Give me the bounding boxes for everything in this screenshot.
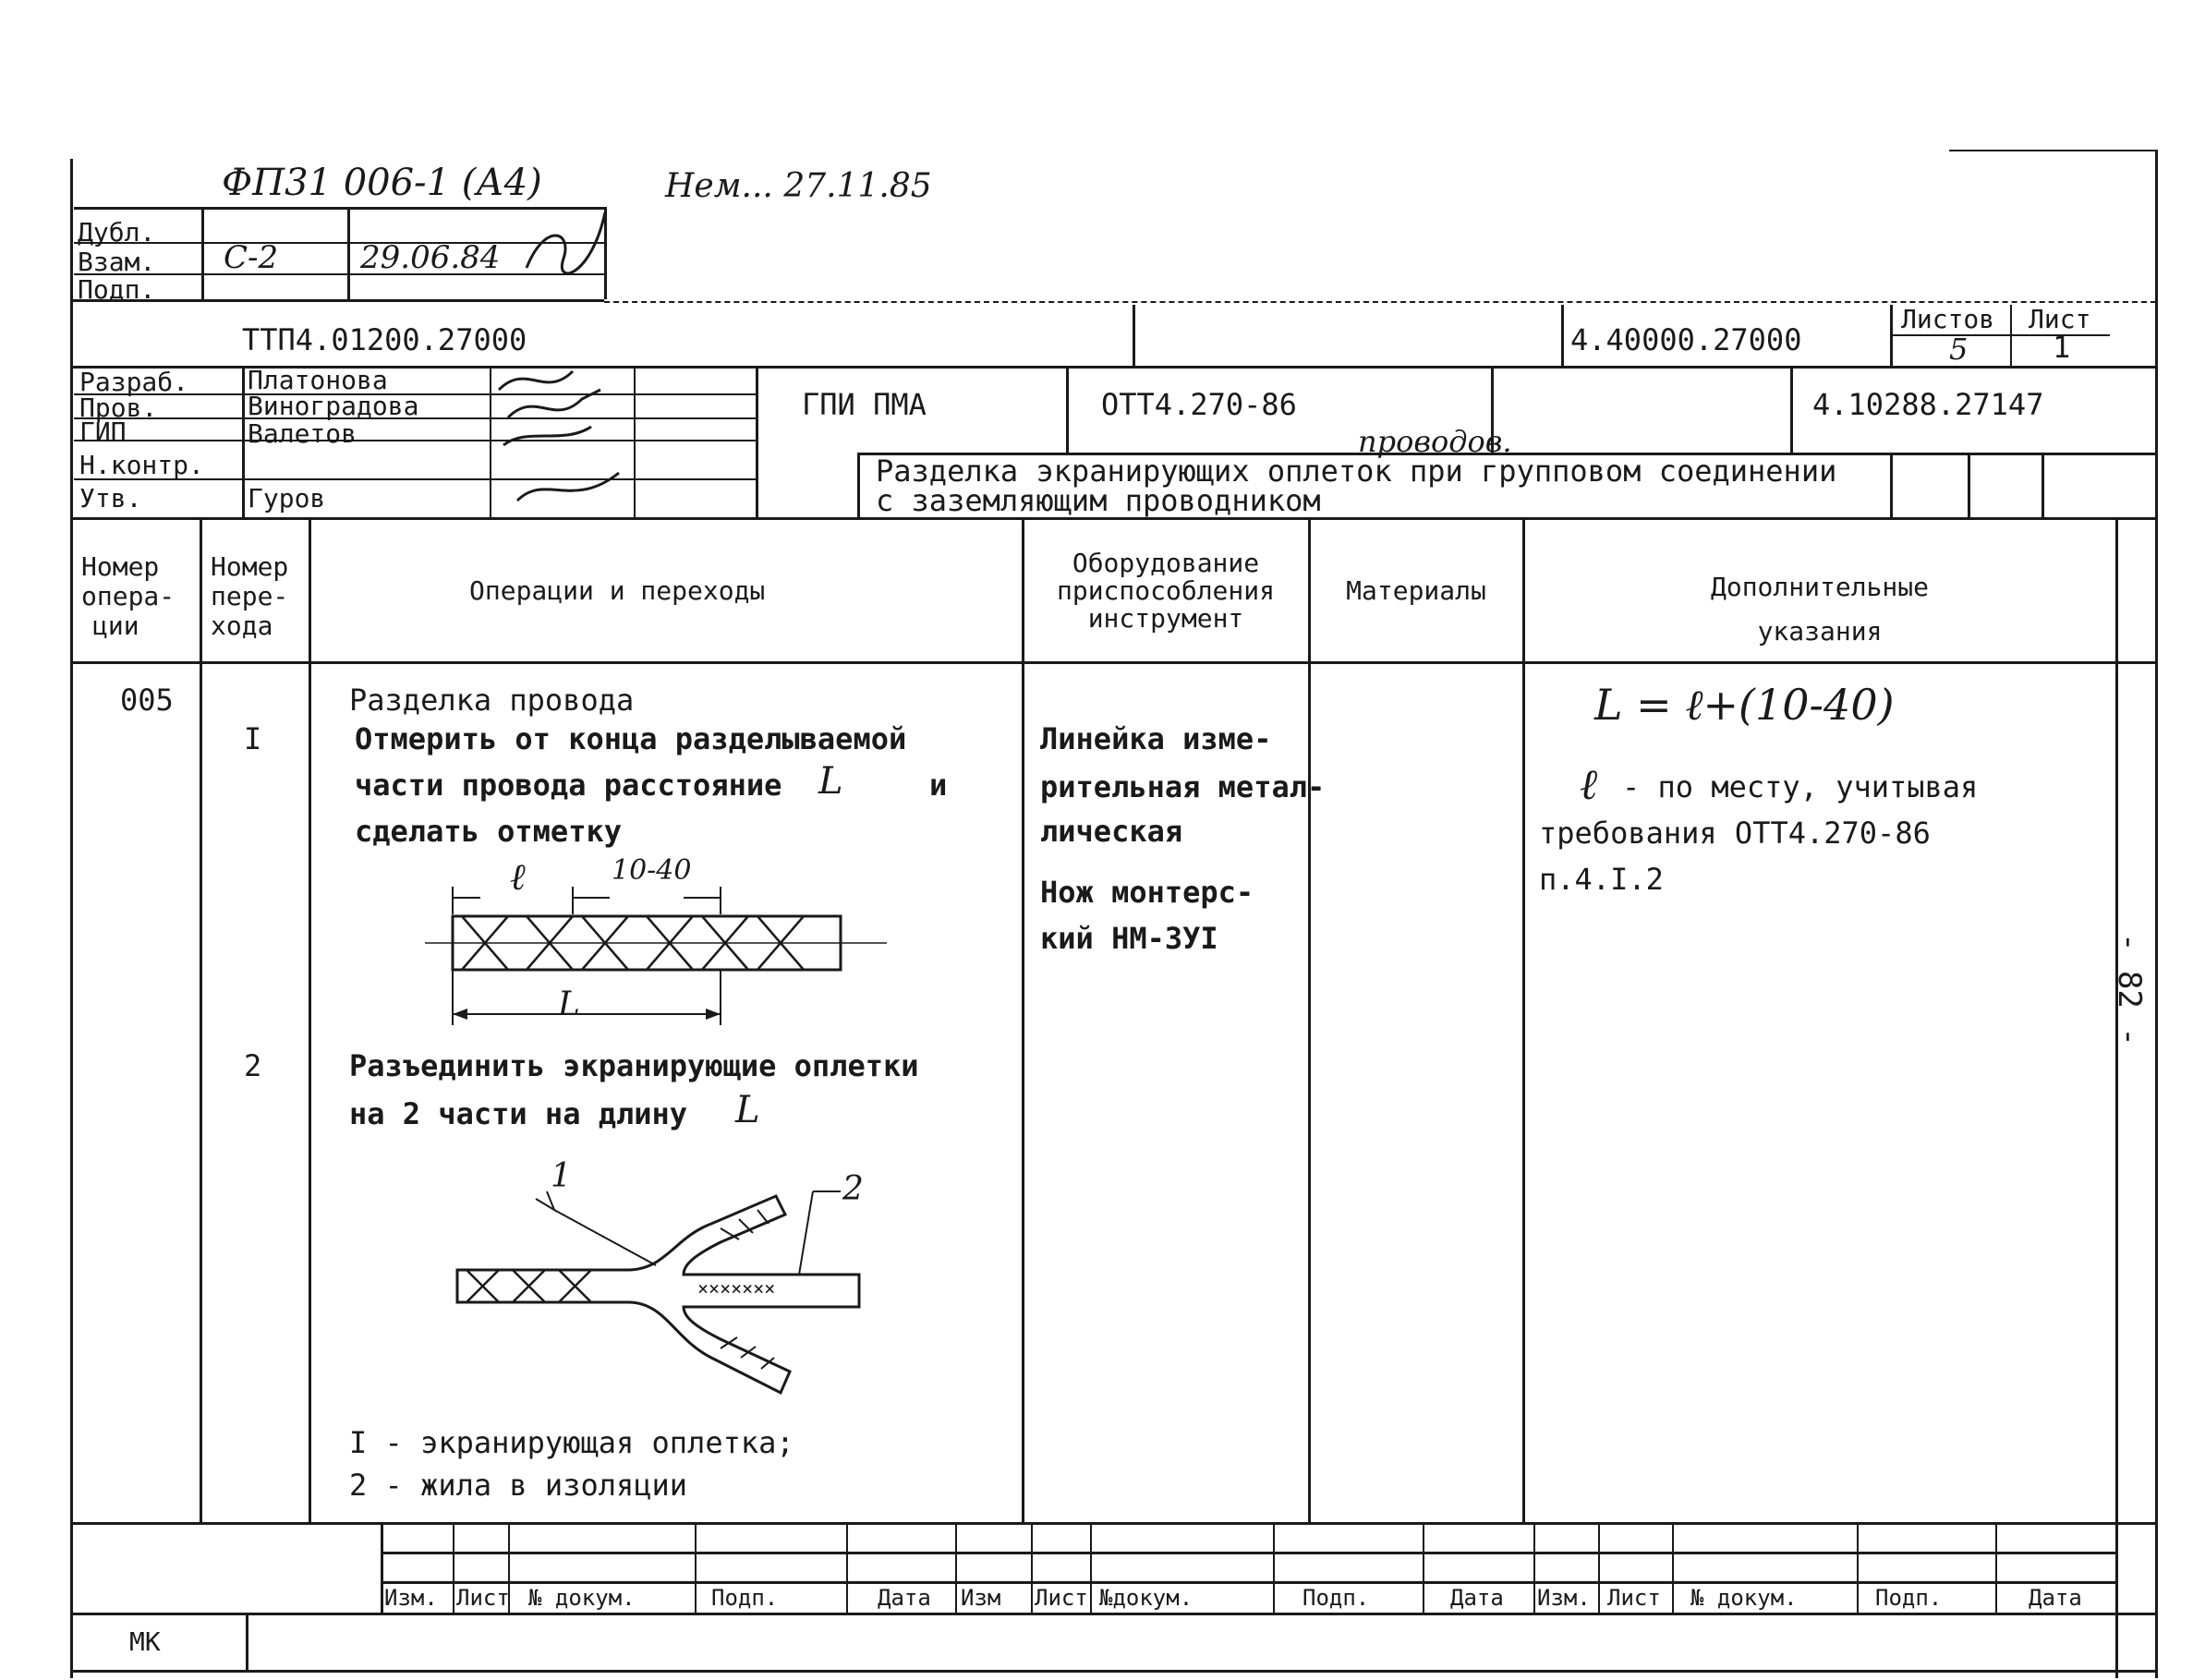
- stamp-label-podp: Подп.: [78, 274, 156, 305]
- changes-label-12: Лист: [1607, 1585, 1661, 1611]
- col-trans-num-3: хода: [211, 610, 273, 641]
- step1-line2: части провода расстояние: [355, 767, 782, 803]
- equipment-line5: кий НМ-3УI: [1040, 921, 1218, 956]
- col-op-num-2: опера-: [81, 581, 176, 611]
- changes-label-2: Лист: [456, 1585, 510, 1611]
- col-trans-num-2: пере-: [211, 581, 289, 611]
- step1-line1: Отмерить от конца разделываемой: [355, 721, 907, 756]
- col-operations: Операции и переходы: [469, 575, 766, 606]
- changes-label-11: Изм.: [1537, 1585, 1591, 1611]
- equipment-line1: Линейка изме-: [1040, 721, 1272, 756]
- handwritten-form-code: ФП31 006-1 (А4): [222, 162, 542, 204]
- step1-line3: сделать отметку: [355, 814, 622, 849]
- step2-variable-L: L: [735, 1089, 760, 1131]
- signatures-scribble: [490, 362, 637, 519]
- changes-label-9: Подп.: [1302, 1585, 1370, 1611]
- step1-and: и: [929, 767, 948, 803]
- sheet-label: Лист: [2029, 304, 2091, 334]
- changes-label-10: Дата: [1450, 1585, 1504, 1611]
- role-approved: Утв.: [79, 483, 142, 514]
- stamp-label-dubl: Дубл.: [78, 217, 156, 248]
- equipment-line2: рительная метал-: [1040, 769, 1326, 804]
- stamp-label-vzam: Взам.: [78, 247, 156, 277]
- name-developer: Платонова: [248, 365, 388, 395]
- step2-number: 2: [244, 1048, 262, 1083]
- figure-braided-wire-measure: [425, 854, 905, 1044]
- form-mark: МК: [129, 1626, 161, 1657]
- legend-line1: I - экранирующая оплетка;: [349, 1425, 794, 1460]
- standard-ref: ОТТ4.270-86: [1101, 387, 1297, 422]
- organization: ГПИ ПМА: [802, 387, 927, 422]
- col-divider-1: [200, 517, 202, 1524]
- col-divider-5: [1522, 517, 1525, 1524]
- col-op-num-1: Номер: [81, 551, 160, 582]
- col-divider-4: [1308, 517, 1311, 1524]
- step1-number: I: [244, 721, 262, 756]
- col-equipment-2: приспособления: [1056, 575, 1275, 606]
- note-line3: п.4.I.2: [1539, 862, 1664, 897]
- note-line2: требования ОТТ4.270-86: [1539, 816, 1931, 851]
- col-op-num-3: ции: [92, 610, 139, 641]
- changes-label-7: Лист: [1035, 1585, 1088, 1611]
- document-title-line2: с заземляющим проводником: [876, 483, 1321, 518]
- frame-right: [2155, 150, 2158, 1678]
- frame-left: [70, 159, 73, 1678]
- sheet-value: 1: [2053, 330, 2071, 365]
- operation-number: 005: [120, 683, 174, 718]
- changes-label-13: № докум.: [1690, 1585, 1798, 1611]
- fig2-label-2: 2: [842, 1170, 864, 1208]
- name-chief-engineer: Валетов: [248, 418, 357, 449]
- fig1-label-l: ℓ: [510, 856, 526, 899]
- handwritten-signature: Нем... 27.11.85: [665, 167, 932, 205]
- stamp-signature-scribble: [517, 203, 610, 296]
- operation-title: Разделка провода: [349, 683, 635, 718]
- col-materials: Материалы: [1346, 575, 1486, 606]
- margin-page-number: - 82 -: [2111, 933, 2148, 1046]
- document-title-line1: Разделка экранирующих оплеток при групповом соединении: [876, 453, 1837, 489]
- col-divider-3: [1022, 517, 1024, 1524]
- changes-label-6: Изм: [961, 1585, 1001, 1611]
- svg-text:×××××××: ×××××××: [697, 1277, 776, 1299]
- role-norm-control: Н.контр.: [79, 450, 204, 480]
- fig1-label-L: L: [558, 985, 580, 1023]
- equipment-line4: Нож монтерс-: [1040, 875, 1254, 910]
- doc-code-right: 4.40000.27000: [1570, 322, 1802, 357]
- changes-label-14: Подп.: [1875, 1585, 1943, 1611]
- sheets-label: Листов: [1901, 304, 1995, 334]
- equipment-line3: лическая: [1040, 814, 1183, 849]
- formula: L = ℓ+(10-40): [1594, 680, 1895, 730]
- role-checker: Пров.: [79, 393, 158, 423]
- frame-top-right: [1949, 150, 2155, 151]
- title-insert-handwritten: проводов.: [1358, 424, 1512, 459]
- col-notes-2: указания: [1757, 616, 1883, 647]
- col-equipment-1: Оборудование: [1072, 548, 1260, 578]
- role-chief-engineer: ГИП: [79, 417, 127, 447]
- changes-label-5: Дата: [878, 1585, 931, 1611]
- stamp-value-date: 29.06.84: [360, 239, 501, 276]
- document-number: 4.10288.27147: [1812, 387, 2044, 422]
- col-equipment-3: инструмент: [1087, 603, 1244, 634]
- step2-line1: Разъединить экранирующие оплетки: [349, 1048, 919, 1083]
- legend-line2: 2 - жила в изоляции: [349, 1468, 688, 1503]
- changes-label-3: № докум.: [528, 1585, 636, 1611]
- role-developer: Разраб.: [79, 367, 189, 397]
- col-trans-num-1: Номер: [211, 551, 289, 582]
- col-divider-2: [309, 517, 311, 1524]
- step1-variable-L: L: [818, 760, 843, 803]
- changes-label-1: Изм.: [384, 1585, 438, 1611]
- fig2-label-1: 1: [551, 1157, 572, 1195]
- figure-split-braid: [443, 1154, 887, 1395]
- stamp-value-vzam: С-2: [224, 239, 279, 276]
- changes-label-8: №докум.: [1099, 1585, 1193, 1611]
- col-notes-1: Дополнительные: [1710, 572, 1929, 602]
- note-l-symbol: ℓ: [1580, 759, 1598, 809]
- sheets-value: 5: [1949, 332, 1969, 367]
- name-approved: Гуров: [248, 483, 326, 514]
- doc-code-left: ТТП4.01200.27000: [242, 322, 527, 357]
- note-line1: - по месту, учитывая: [1622, 769, 1979, 804]
- fig1-label-range: 10-40: [612, 854, 692, 887]
- step2-line2: на 2 части на длину: [349, 1096, 688, 1131]
- changes-label-4: Подп.: [711, 1585, 779, 1611]
- name-checker: Виноградова: [248, 391, 419, 421]
- changes-label-15: Дата: [2029, 1585, 2082, 1611]
- col-divider-6: [2115, 517, 2118, 1678]
